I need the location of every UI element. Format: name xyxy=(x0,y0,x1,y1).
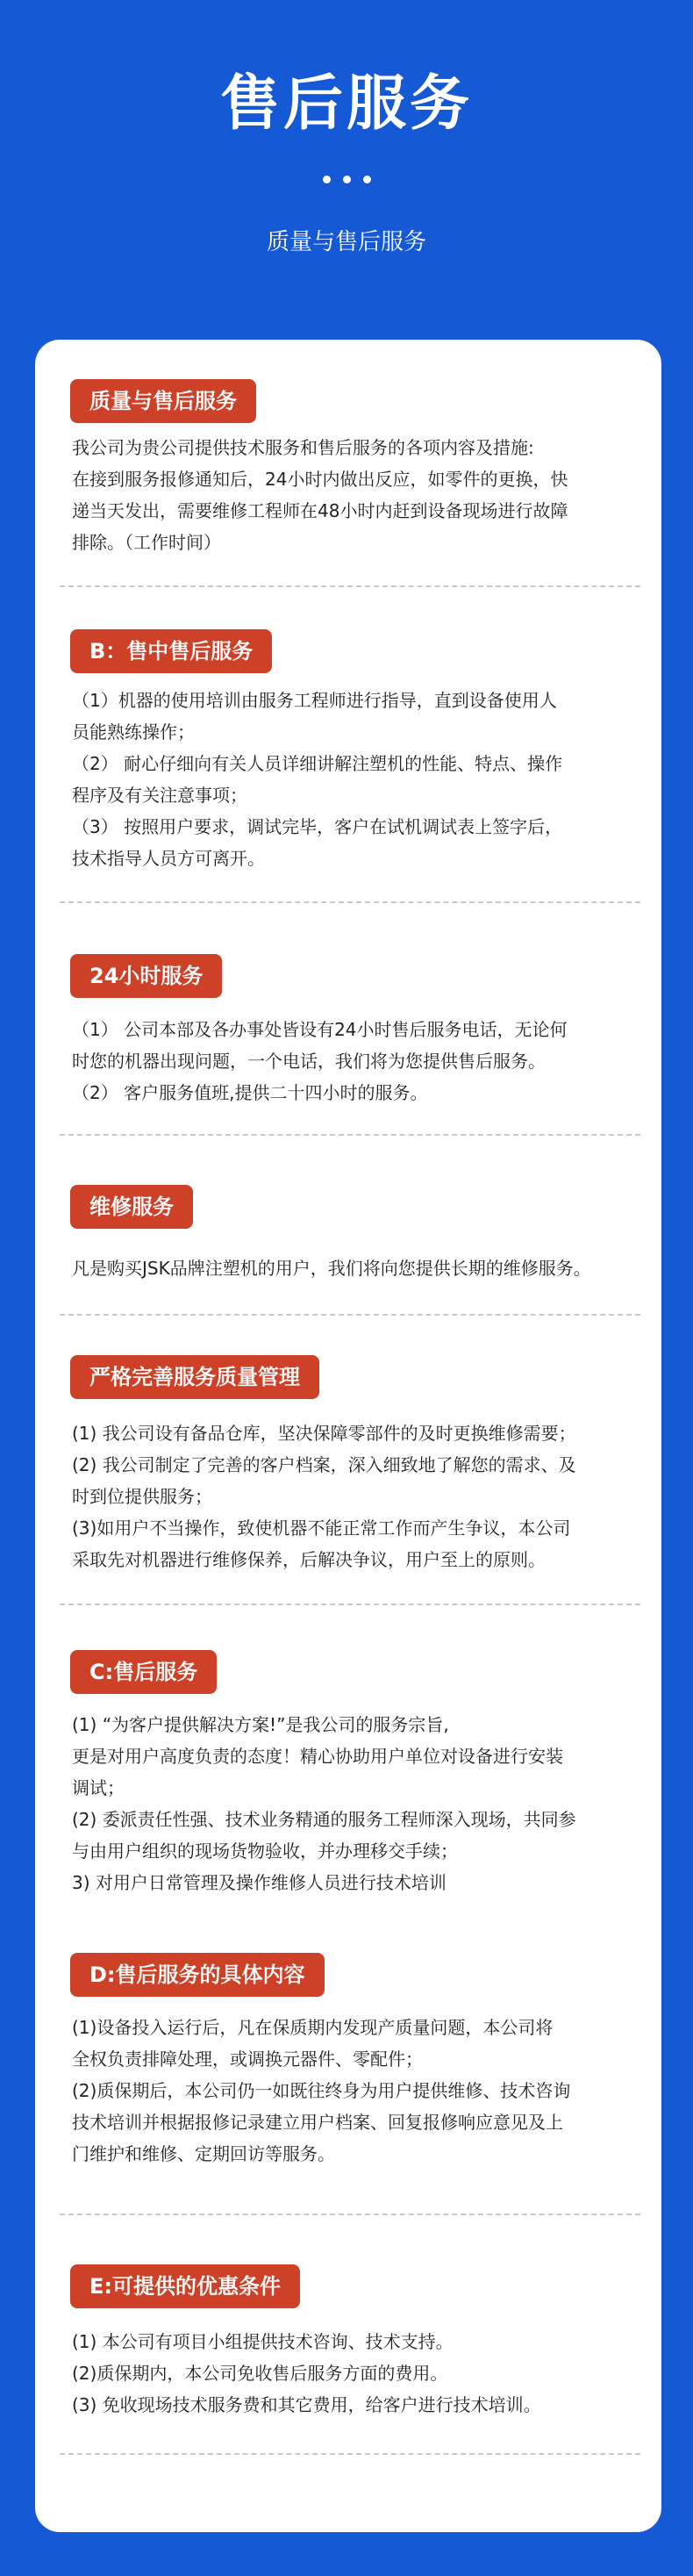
text-line: 技术指导人员方可离开。 xyxy=(72,848,265,869)
section-body-quality xyxy=(72,432,677,558)
text-line: 采取先对机器进行维修保养，后解决争议，用户至上的原则。 xyxy=(72,1549,546,1570)
text-line: 我公司为贵公司提供技术服务和售后服务的各项内容及措施: xyxy=(72,437,534,458)
section-tag-specific-content: D:售后服务的具体内容 xyxy=(70,1953,325,1997)
text-line: 排除。（工作时间） xyxy=(72,532,221,553)
text-line: 更是对用户高度负责的态度！精心协助用户单位对设备进行安装 xyxy=(72,1746,563,1767)
section-body-in-sale xyxy=(72,685,677,874)
dot-icon xyxy=(363,176,371,183)
dot-icon xyxy=(343,176,351,183)
text-line: 时到位提供服务； xyxy=(72,1486,212,1507)
text-line: （3） 按照用户要求，调试完毕，客户在试机调试表上签字后， xyxy=(72,816,563,837)
decorative-dots xyxy=(0,176,693,183)
text-line: 技术培训并根据报修记录建立用户档案、回复报修响应意见及上 xyxy=(72,2112,563,2133)
text-line: 3) 对用户日常管理及操作维修人员进行技术培训 xyxy=(72,1872,447,1893)
section-body-24h xyxy=(72,1014,677,1109)
text-line: 在接到服务报修通知后，24小时内做出反应，如零件的更换，快 xyxy=(72,469,568,490)
text-line: 调试； xyxy=(72,1777,125,1798)
text-line: 递当天发出，需要维修工程师在48小时内赶到设备现场进行故障 xyxy=(72,500,568,521)
text-line: 与由用户组织的现场货物验收，并办理移交手续； xyxy=(72,1841,458,1862)
text-line: （2） 耐心仔细向有关人员详细讲解注塑机的性能、特点、操作 xyxy=(72,753,563,774)
section-body-repair xyxy=(72,1252,677,1284)
text-line: (2)质保期后，本公司仍一如既往终身为用户提供维修、技术咨询 xyxy=(72,2080,571,2101)
page-title: 售后服务 xyxy=(219,69,473,139)
section-tag-in-sale: B：售中售后服务 xyxy=(70,629,272,673)
text-line: （1）机器的使用培训由服务工程师进行指导，直到设备使用人 xyxy=(72,690,557,711)
text-line: (1) 我公司设有备品仓库，坚决保障零部件的及时更换维修需要； xyxy=(72,1423,576,1444)
text-line: （2） 客户服务值班,提供二十四小时的服务。 xyxy=(72,1082,428,1103)
section-tag-preferential-terms: E:可提供的优惠条件 xyxy=(70,2264,300,2308)
section-tag-repair: 维修服务 xyxy=(70,1185,193,1229)
text-line: (2) 委派责任性强、技术业务精通的服务工程师深入现场，共同参 xyxy=(72,1809,576,1830)
section-divider xyxy=(60,585,640,587)
text-line: (2)质保期内，本公司免收售后服务方面的费用。 xyxy=(72,2363,448,2384)
text-line: 门维护和维修、定期回访等服务。 xyxy=(72,2143,335,2164)
text-line: (1) “为客户提供解决方案!”是我公司的服务宗旨, xyxy=(72,1714,449,1735)
text-line: 程序及有关注意事项； xyxy=(72,785,247,806)
section-tag-after-sale: C:售后服务 xyxy=(70,1650,217,1694)
text-line: (3)如用户不当操作，致使机器不能正常工作而产生争议，本公司 xyxy=(72,1518,571,1539)
section-divider xyxy=(60,1134,640,1136)
text-line: (1) 本公司有项目小组提供技术咨询、技术支持。 xyxy=(72,2331,454,2352)
section-divider xyxy=(60,1604,640,1605)
text-line: （1） 公司本部及各办事处皆设有24小时售后服务电话，无论何 xyxy=(72,1019,568,1040)
section-body-preferential-terms xyxy=(72,2326,677,2421)
section-tag-quality-management: 严格完善服务质量管理 xyxy=(70,1355,319,1399)
text-line: (1)设备投入运行后，凡在保质期内发现产质量问题，本公司将 xyxy=(72,2017,554,2038)
page-header xyxy=(0,0,693,338)
section-tag-quality: 质量与售后服务 xyxy=(70,379,256,423)
section-divider xyxy=(60,1314,640,1316)
text-line: (3) 免收现场技术服务费和其它费用，给客户进行技术培训。 xyxy=(72,2394,541,2415)
section-divider xyxy=(60,2453,640,2455)
text-line: 凡是购买JSK品牌注塑机的用户，我们将向您提供长期的维修服务。 xyxy=(72,1258,591,1279)
page-subtitle: 质量与售后服务 xyxy=(266,229,426,255)
text-line: 全权负责排障处理，或调换元器件、零配件； xyxy=(72,2049,423,2070)
text-line: 时您的机器出现问题，一个电话，我们将为您提供售后服务。 xyxy=(72,1051,546,1072)
section-tag-24h: 24小时服务 xyxy=(70,954,222,998)
section-body-quality-management xyxy=(72,1417,677,1575)
section-divider xyxy=(60,2214,640,2215)
content-card xyxy=(35,340,661,2532)
section-body-specific-content xyxy=(72,2012,677,2170)
section-body-after-sale xyxy=(72,1709,677,1898)
dot-icon xyxy=(323,176,331,183)
section-divider xyxy=(60,901,640,903)
text-line: 员能熟练操作； xyxy=(72,721,195,743)
text-line: (2) 我公司制定了完善的客户档案，深入细致地了解您的需求、及 xyxy=(72,1454,576,1475)
